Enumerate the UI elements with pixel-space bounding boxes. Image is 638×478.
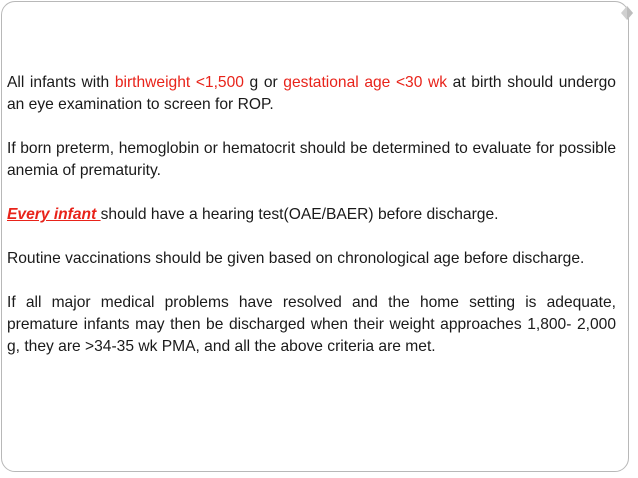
rop-text-mid: g or <box>243 74 284 91</box>
chevron-marker-icon <box>620 5 634 21</box>
gestational-age-criterion: gestational age <30 wk <box>283 74 448 91</box>
rop-text-start: All infants with <box>7 74 115 91</box>
paragraph-hearing-test <box>7 204 616 226</box>
birthweight-criterion: birthweight <1,500 <box>114 74 244 91</box>
rop-text-end: at birth should undergo an eye examination to screen for ROP. <box>7 74 616 113</box>
slide-body <box>7 72 616 380</box>
hearing-test-text: should have a hearing test(OAE/BAER) before discharge. <box>100 206 499 223</box>
paragraph-vaccinations: Routine vaccinations should be given based on chronological age before discharge. <box>7 250 585 267</box>
paragraph-anemia: If born preterm, hemoglobin or hematocrit should be determined to evaluate for possible anemia of prematurity. <box>7 140 616 179</box>
paragraph-discharge-criteria: If all major medical problems have resolved and the home setting is adequate, premature infants may then be discharged when their weight approaches 1,800- 2,000 g, they are >34-35 wk PMA, and all the above criteria are met. <box>7 294 616 355</box>
every-infant-emphasis: Every infant <box>7 206 101 223</box>
paragraph-rop-screening <box>7 72 616 116</box>
